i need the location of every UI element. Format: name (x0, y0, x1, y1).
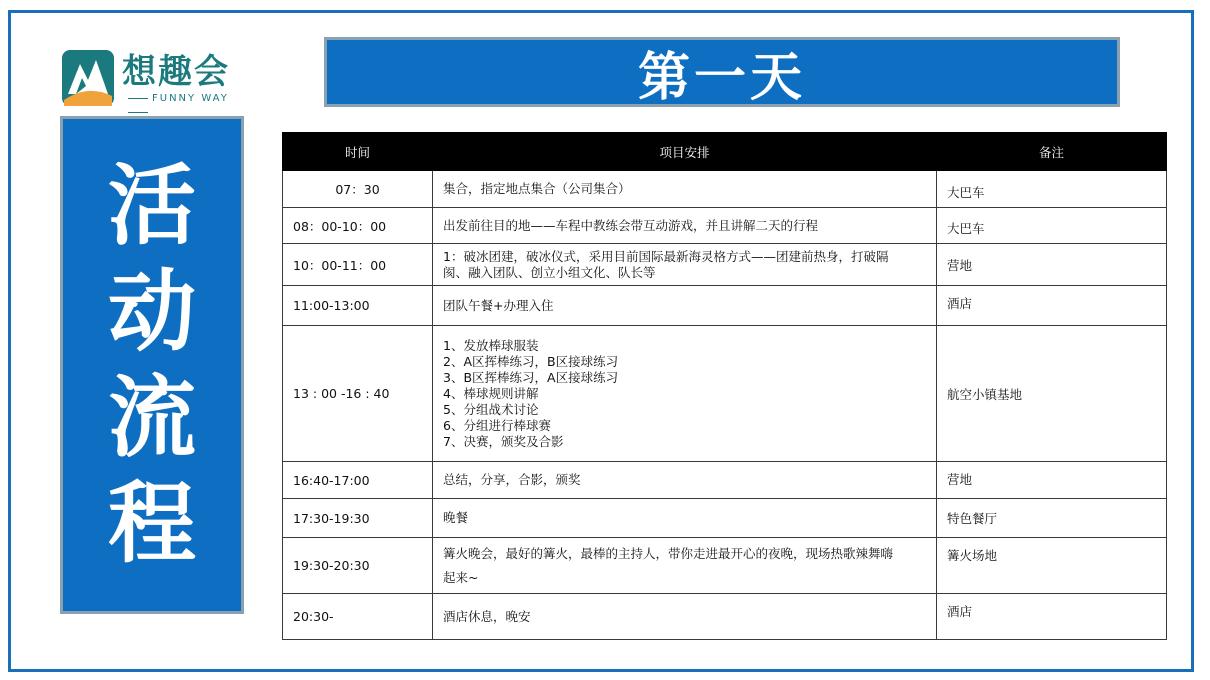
table-row (283, 244, 1167, 286)
table-header-row (283, 133, 1167, 171)
cell-note: 营地 (937, 244, 1167, 286)
table-row (283, 286, 1167, 326)
cell-note: 航空小镇基地 (937, 326, 1167, 462)
cell-plan (433, 326, 937, 462)
cell-note: 特色餐厅 (937, 499, 1167, 538)
plan-line: 篝火晚会，最好的篝火，最棒的主持人，带你走进最开心的夜晚，现场热歌辣舞嗨 (443, 545, 894, 561)
plan-line: 晚餐 (443, 510, 469, 525)
cell-plan (433, 244, 937, 286)
mountain-logo-icon (62, 50, 114, 106)
schedule-table (282, 132, 1167, 640)
cell-time: 08：00-10：00 (283, 208, 433, 244)
table-row (283, 208, 1167, 244)
cell-time: 10：00-11：00 (283, 244, 433, 286)
cell-note: 大巴车 (937, 208, 1167, 244)
cell-time: 16:40-17:00 (283, 462, 433, 499)
cell-time: 17:30-19:30 (283, 499, 433, 538)
plan-line: 1：破冰团建，破冰仪式，采用目前国际最新海灵格方式——团建前热身，打破隔 (443, 248, 889, 264)
logo (62, 50, 242, 108)
logo-title: 想趣会 (122, 52, 230, 92)
plan-line: 阂、融入团队、创立小组文化、队长等 (443, 264, 656, 280)
side-title-char: 动 (107, 260, 196, 363)
cell-plan (433, 538, 937, 594)
side-title-char: 流 (107, 366, 196, 469)
plan-line: 5、分组战术讨论 (443, 401, 539, 417)
plan-line: 2、A区挥棒练习，B区接球练习 (443, 353, 619, 369)
cell-plan (433, 462, 937, 499)
plan-line: 3、B区挥棒练习，A区接球练习 (443, 369, 619, 385)
plan-line: 团队午餐+办理入住 (443, 297, 554, 313)
cell-time: 20:30- (283, 594, 433, 640)
cell-note: 酒店 (937, 594, 1167, 640)
table-row (283, 499, 1167, 538)
side-title-char: 活 (107, 154, 196, 257)
cell-note: 大巴车 (937, 171, 1167, 208)
column-header-time: 时间 (283, 133, 433, 171)
side-title-char: 程 (107, 472, 196, 575)
plan-line: 起来~ (443, 569, 479, 585)
day-title: 第一天 (324, 37, 1120, 107)
cell-note: 篝火场地 (937, 538, 1167, 594)
table-row (283, 594, 1167, 640)
cell-plan (433, 499, 937, 538)
column-header-plan: 项目安排 (433, 133, 937, 171)
plan-line: 6、分组进行棒球赛 (443, 417, 551, 433)
cell-plan (433, 594, 937, 640)
cell-note: 营地 (937, 462, 1167, 499)
cell-plan (433, 171, 937, 208)
table-row (283, 538, 1167, 594)
table-row (283, 462, 1167, 499)
plan-line: 4、棒球规则讲解 (443, 385, 539, 401)
plan-line: 出发前往目的地——车程中教练会带互动游戏，并且讲解二天的行程 (443, 217, 819, 233)
cell-time: 19:30-20:30 (283, 538, 433, 594)
plan-line: 7、决赛，颁奖及合影 (443, 433, 564, 449)
table-row (283, 326, 1167, 462)
logo-subtitle-text: FUNNY WAY (152, 93, 229, 104)
cell-time: 07：30 (283, 171, 433, 208)
plan-line: 酒店休息，晚安 (443, 608, 531, 624)
cell-time: 11:00-13:00 (283, 286, 433, 326)
cell-plan (433, 208, 937, 244)
plan-line: 总结，分享，合影，颁奖 (443, 472, 581, 487)
plan-line: 集合，指定地点集合（公司集合） (443, 181, 631, 196)
cell-time: 13 : 00 -16 : 40 (283, 326, 433, 462)
cell-plan (433, 286, 937, 326)
cell-note: 酒店 (937, 286, 1167, 326)
plan-line: 1、发放棒球服装 (443, 337, 539, 353)
column-header-note: 备注 (937, 133, 1167, 171)
table-row (283, 171, 1167, 208)
activity-flow-banner (60, 116, 244, 614)
